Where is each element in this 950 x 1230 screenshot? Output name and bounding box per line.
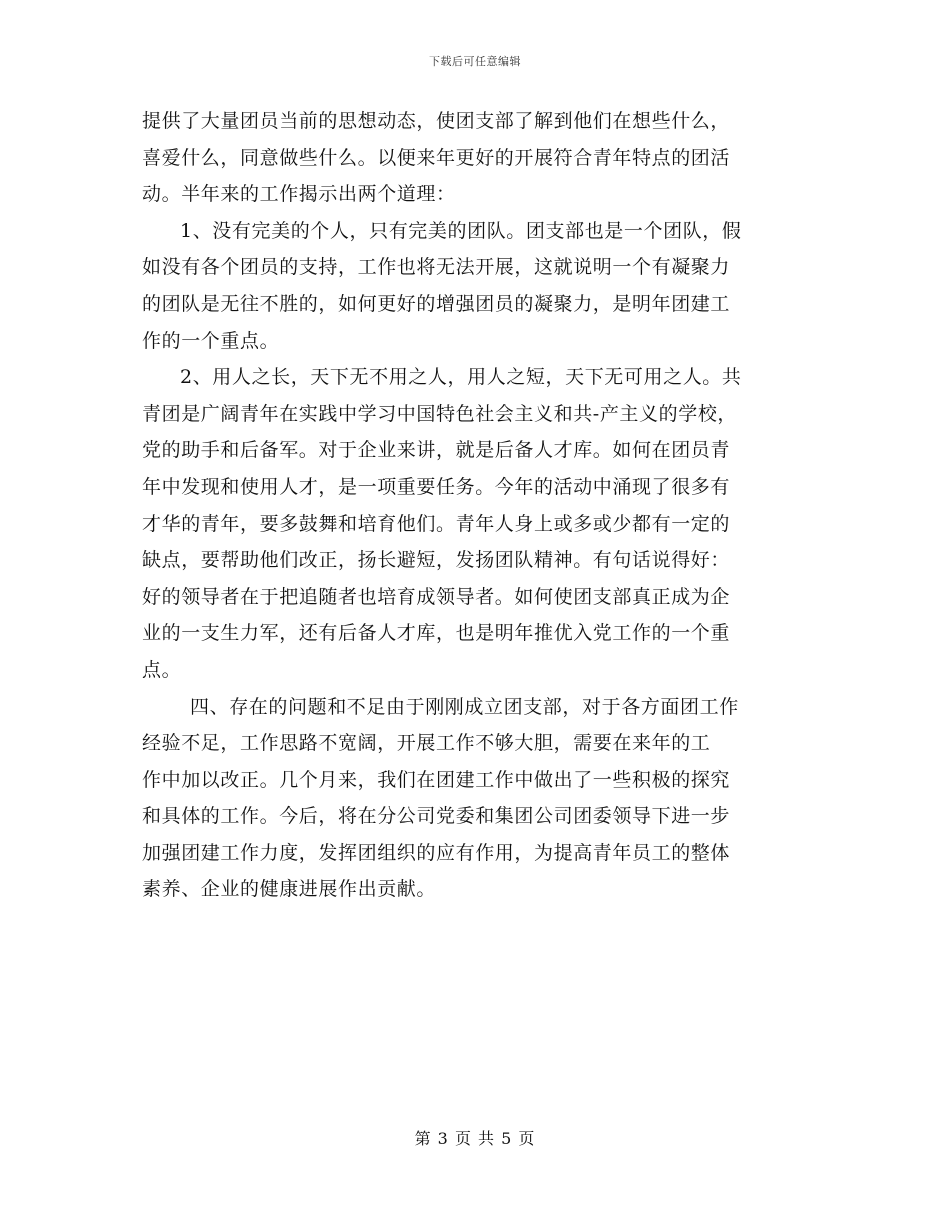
- text-line: 如没有各个团员的支持，工作也将无法开展，这就说明一个有凝聚力: [142, 256, 731, 279]
- text-line: 好的领导者在于把追随者也培育成领导者。如何使团支部真正成为企: [142, 585, 731, 608]
- text-line: 党的助手和后备军。对于企业来讲，就是后备人才库。如何在团员青: [142, 439, 731, 462]
- text-line: 素养、企业的健康进展作出贡献。: [142, 878, 437, 901]
- text-line: 喜爱什么，同意做些什么。以便来年更好的开展符合青年特点的团活: [142, 146, 731, 169]
- text-line: 作的一个重点。: [142, 329, 280, 352]
- text-line: 青团是广阔青年在实践中学习中国特色社会主义和共-产主义的学校，: [142, 402, 738, 425]
- text-line: 1、没有完美的个人，只有完美的团队。团支部也是一个团队，假: [180, 219, 742, 242]
- text-line: 作中加以改正。几个月来，我们在团建工作中做出了一些积极的探究: [142, 768, 731, 791]
- page-number: 第 3 页 共 5 页: [414, 1129, 536, 1148]
- text-line: 2、用人之长，天下无不用之人，用人之短，天下无可用之人。共: [180, 366, 742, 389]
- text-line: 四、存在的问题和不足由于刚刚成立团支部，对于各方面团工作: [190, 695, 739, 718]
- text-line: 年中发现和使用人才，是一项重要任务。今年的活动中涌现了很多有: [142, 475, 731, 498]
- text-line: 加强团建工作力度，发挥团组织的应有作用，为提高青年员工的整体: [142, 841, 731, 864]
- text-line: 点。: [142, 658, 182, 681]
- text-line: 经验不足，工作思路不宽阔，开展工作不够大胆，需要在来年的工: [142, 732, 711, 755]
- text-line: 的团队是无往不胜的，如何更好的增强团员的凝聚力，是明年团建工: [142, 292, 731, 315]
- text-line: 动。半年来的工作揭示出两个道理：: [142, 183, 456, 206]
- page-header: 下载后可任意编辑: [429, 55, 521, 68]
- text-line: 才华的青年，要多鼓舞和培育他们。青年人身上或多或少都有一定的: [142, 512, 731, 535]
- text-line: 业的一支生力军，还有后备人才库，也是明年推优入党工作的一个重: [142, 622, 731, 645]
- text-line: 缺点，要帮助他们改正，扬长避短，发扬团队精神。有句话说得好：: [142, 549, 731, 572]
- document-body: [142, 103, 808, 908]
- text-line: 提供了大量团员当前的思想动态，使团支部了解到他们在想些什么，: [142, 110, 731, 132]
- text-line: 和具体的工作。今后，将在分公司党委和集团公司团委领导下进一步: [142, 805, 731, 828]
